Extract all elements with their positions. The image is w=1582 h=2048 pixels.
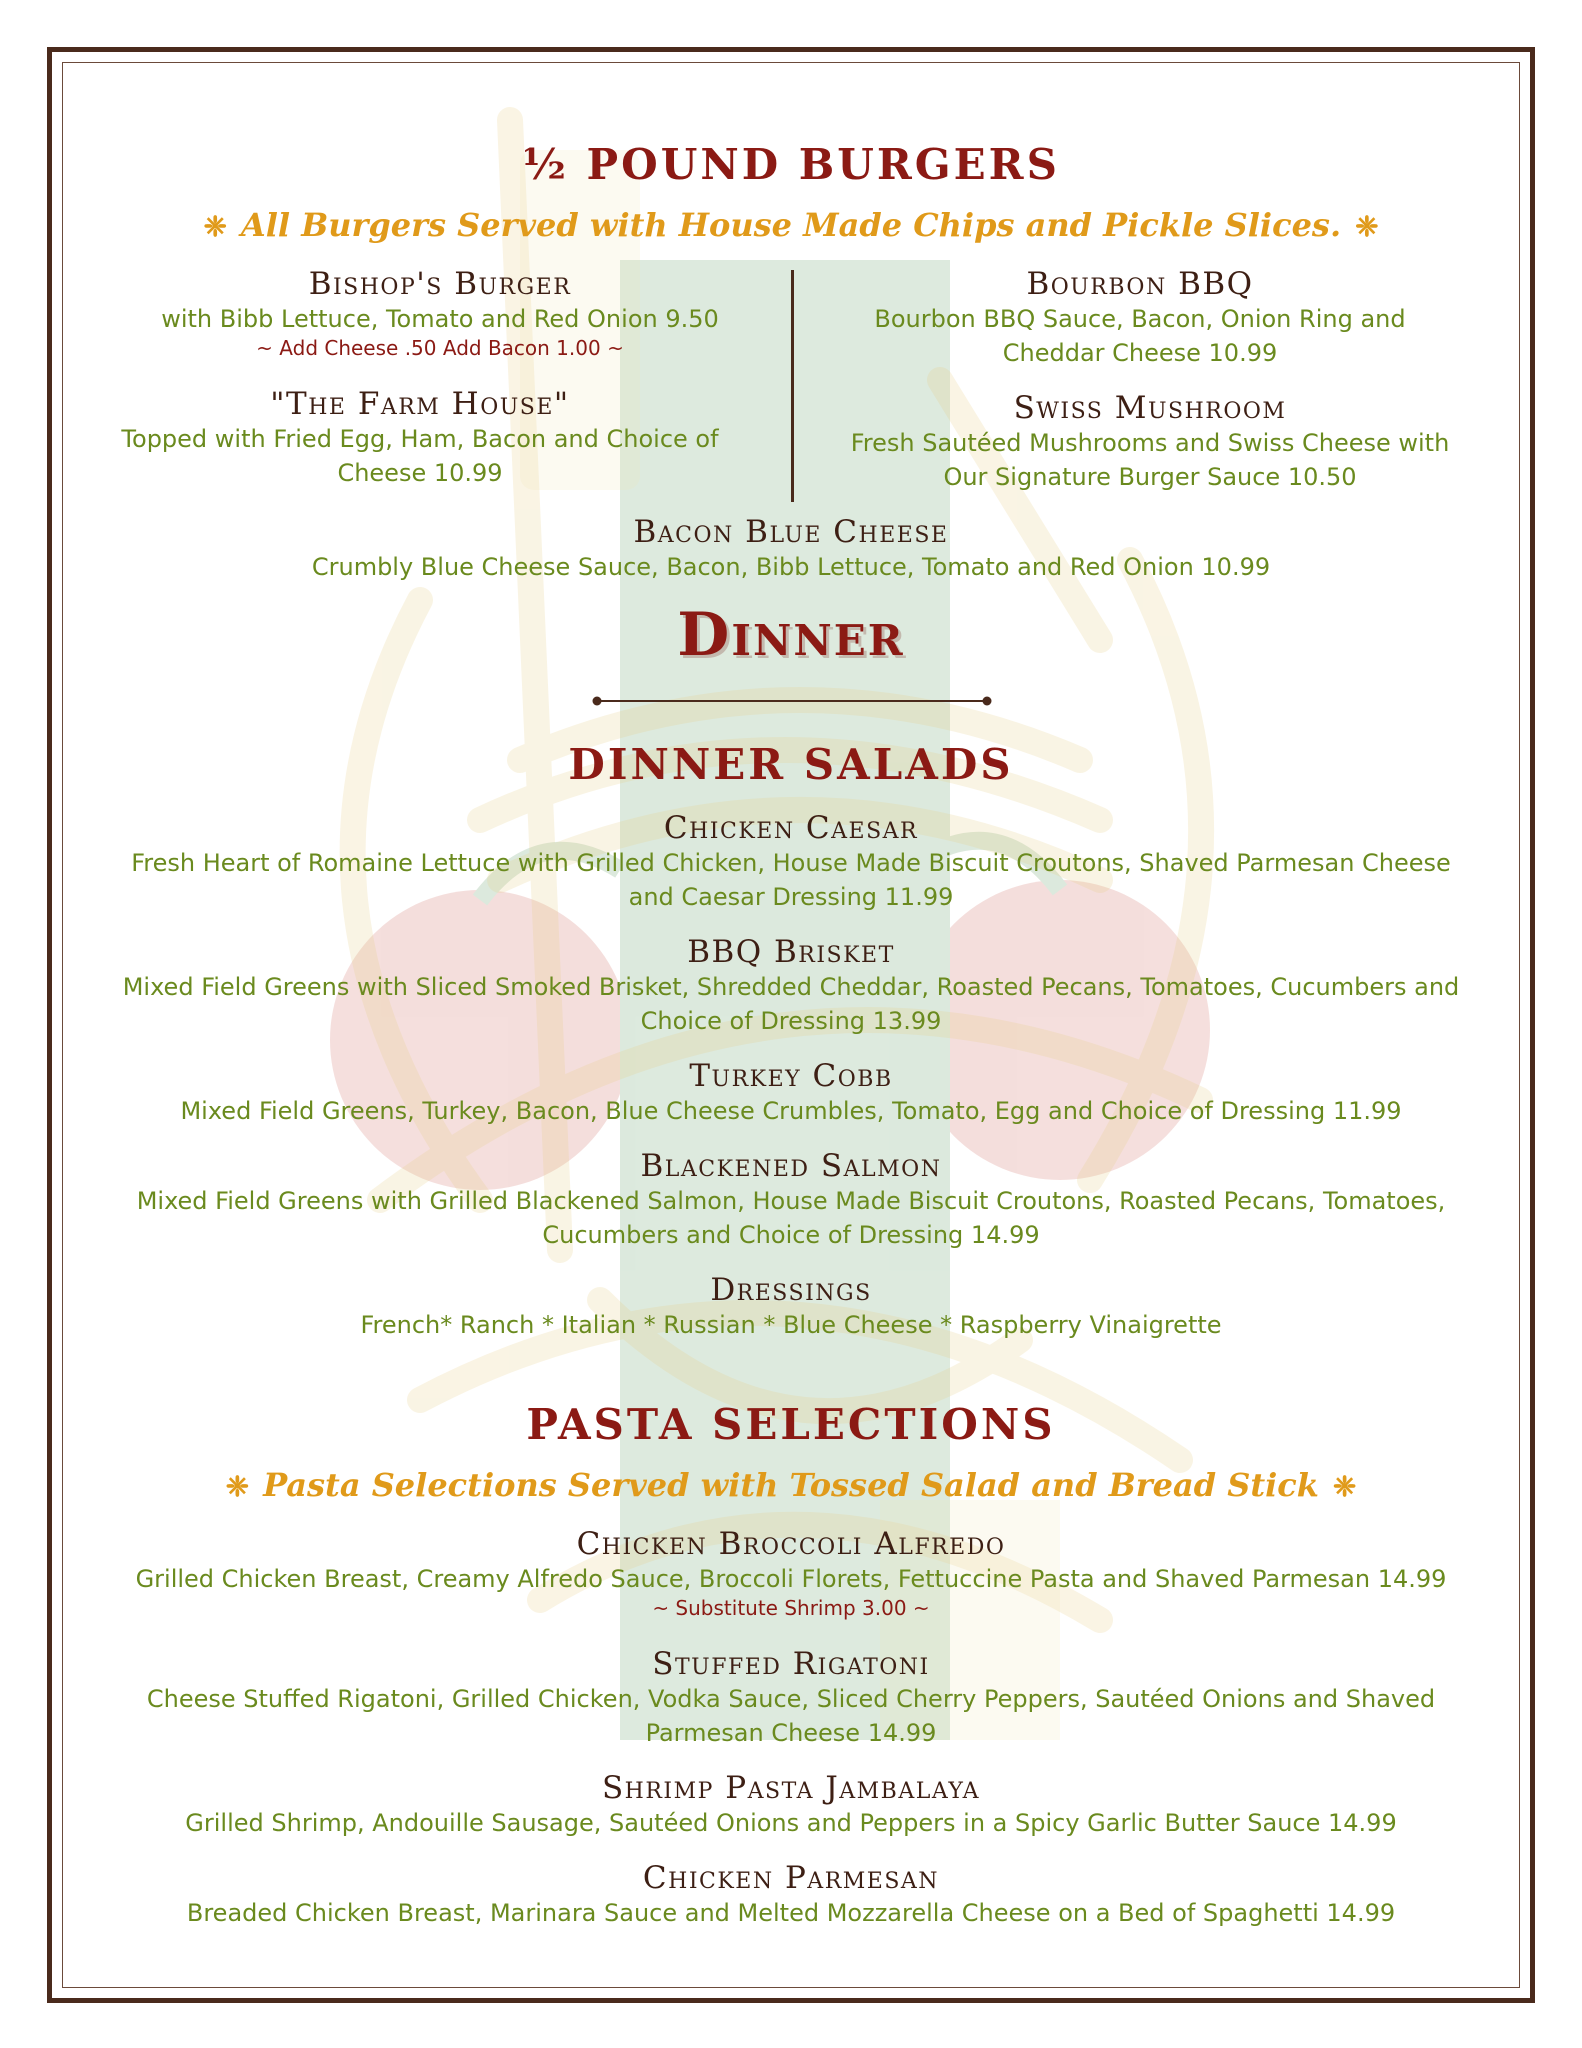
item-title: Blackened Salmon [640,1148,942,1184]
burgers-subtitle [90,206,1492,244]
pasta-subtitle [90,1466,1492,1504]
ornament-icon: ❈ [203,210,227,243]
item-title: Dressings [710,1272,872,1308]
menu-item [90,810,1492,914]
item-description: Mixed Field Greens with Grilled Blackened Salmon, House Made Biscuit Croutons, Roasted Pecans, Tomatoes, Cucumbers and Choice of Dressing 14.99 [136,1187,1446,1249]
item-description: Breaded Chicken Breast, Marinara Sauce and Melted Mozzarella Cheese on a Bed of Spaghetti 14.99 [186,1899,1396,1927]
item-title: Chicken Broccoli Alfredo [576,1526,1006,1562]
menu-item [90,1860,1492,1930]
item-title: Chicken Caesar [663,810,919,846]
item-description: Mixed Field Greens with Sliced Smoked Brisket, Shredded Cheddar, Roasted Pecans, Tomatoes, Cucumbers and Choice of Dressing 13.99 [122,973,1460,1035]
menu-item [90,266,790,360]
item-description: Bourbon BBQ Sauce, Bacon, Onion Ring and Cheddar Cheese 10.99 [874,305,1406,367]
dinner-divider-rule [592,696,992,706]
item-description: with Bibb Lettuce, Tomato and Red Onion 9.50 [161,305,719,333]
item-title: Bourbon BBQ [1026,266,1254,302]
item-title: Shrimp Pasta Jambalaya [601,1770,981,1806]
menu-item [90,934,1492,1038]
menu-item [90,1148,1492,1252]
burgers-subtitle-text: All Burgers Served with House Made Chips and Pickle Slices. [240,206,1342,244]
dinner-heading: Dinner [677,600,905,670]
item-description: Topped with Fried Egg, Ham, Bacon and Choice of Cheese 10.99 [121,425,719,487]
item-title: BBQ Brisket [687,934,895,970]
item-description: Cheese Stuffed Rigatoni, Grilled Chicken, Vodka Sauce, Sliced Cherry Peppers, Sautéed Onions and Shaved Parmesan Cheese 14.99 [146,1685,1436,1747]
item-note: ~ Add Cheese .50 Add Bacon 1.00 ~ [256,336,624,360]
item-description: French* Ranch * Italian * Russian * Blue Cheese * Raspberry Vinaigrette [360,1311,1222,1339]
menu-item [90,514,1492,584]
menu-item [90,1526,1492,1620]
menu-item [110,386,730,490]
item-title: Swiss Mushroom [1013,390,1287,426]
item-title: Chicken Parmesan [642,1860,940,1896]
item-title: Bishop's Burger [308,266,572,302]
salads-section-title: DINNER SALADS [568,740,1014,789]
item-note: ~ Substitute Shrimp 3.00 ~ [652,1596,930,1620]
item-title: Bacon Blue Cheese [633,514,949,550]
item-title: Stuffed Rigatoni [652,1646,930,1682]
item-description: Grilled Chicken Breast, Creamy Alfredo Sauce, Broccoli Florets, Fettuccine Pasta and Shaved Parmesan 14.99 [135,1565,1447,1593]
menu-item [90,1770,1492,1840]
burgers-section-title: ½ POUND BURGERS [522,140,1060,189]
item-title: "The Farm House" [270,386,570,422]
pasta-section-title: PASTA SELECTIONS [526,1400,1056,1449]
item-description: Mixed Field Greens, Turkey, Bacon, Blue Cheese Crumbles, Tomato, Egg and Choice of Dressing 11.99 [180,1097,1402,1125]
pasta-subtitle-text: Pasta Selections Served with Tossed Salad and Bread Stick [263,1466,1319,1504]
item-description: Fresh Sautéed Mushrooms and Swiss Cheese with Our Signature Burger Sauce 10.50 [850,429,1450,491]
menu-item [90,1272,1492,1342]
menu-item [830,390,1470,494]
ornament-icon: ❈ [1355,210,1379,243]
item-title: Turkey Cobb [689,1058,893,1094]
ornament-icon: ❈ [225,1470,250,1503]
menu-item [90,1646,1492,1750]
item-description: Crumbly Blue Cheese Sauce, Bacon, Bibb Lettuce, Tomato and Red Onion 10.99 [311,553,1271,581]
ornament-icon: ❈ [1332,1470,1357,1503]
menu-item [830,266,1450,370]
item-description: Fresh Heart of Romaine Lettuce with Grilled Chicken, House Made Biscuit Croutons, Shaved Parmesan Cheese and Caesar Dressing 11.99 [131,849,1451,911]
menu-item [90,1058,1492,1128]
column-divider [791,270,794,502]
item-description: Grilled Shrimp, Andouille Sausage, Sautéed Onions and Peppers in a Spicy Garlic Butter Sauce 14.99 [185,1809,1397,1837]
